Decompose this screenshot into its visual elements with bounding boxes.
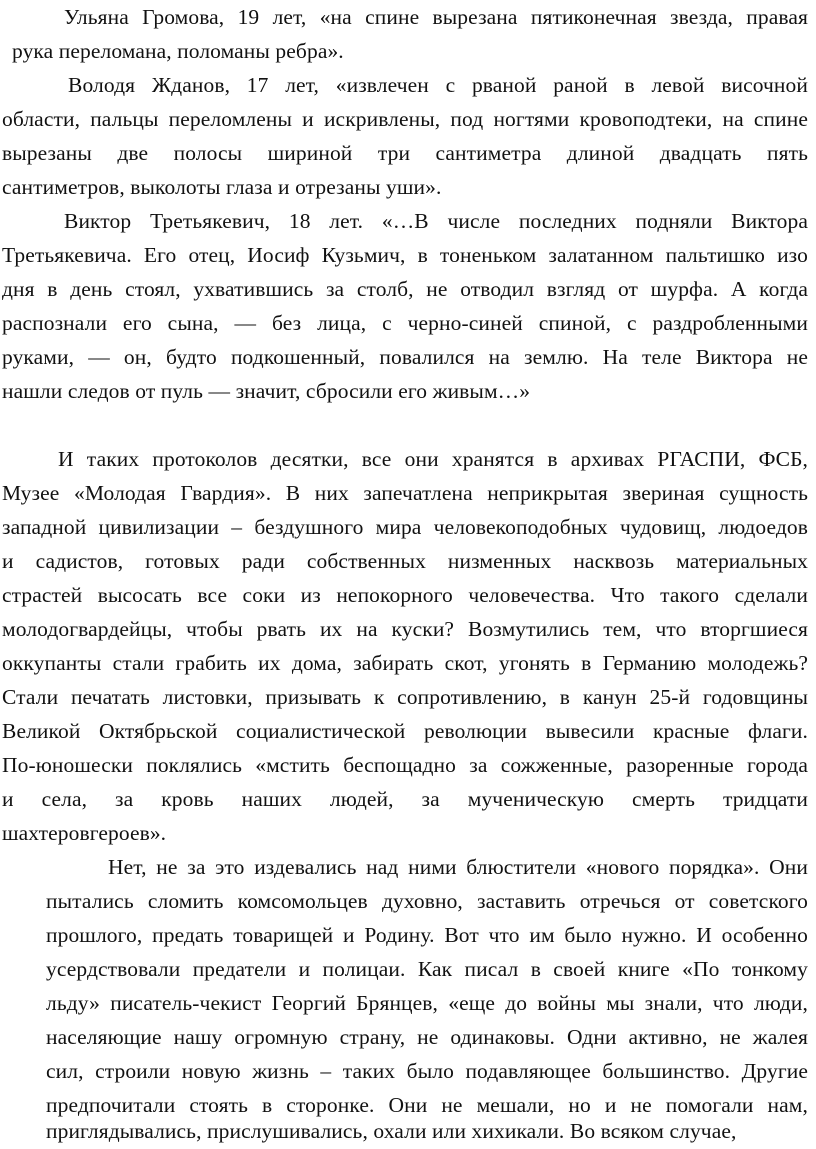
text-line: И таких протоколов десятки, все они хранятся в архивах РГАСПИ, ФСБ, [58,447,808,471]
text-line: сил, строили новую жизнь – таких было подавляющее большинство. Другие [46,1059,808,1083]
text-line: руками, — он, будто подкошенный, повалился на землю. На теле Виктора не [2,345,808,369]
text-line: распознали его сына, — без лица, с черно-синей спиной, с раздробленными [2,311,808,335]
text-line: прошлого, предать товарищей и Родину. Вот что им было нужно. И особенно [46,923,808,947]
text-line: Нет, не за это издевались над ними блюстители «нового порядка». Они [108,855,808,879]
text-line: Виктор Третьякевич, 18 лет. «…В числе последних подняли Виктора [64,209,808,233]
text-line: Музее «Молодая Гвардия». В них запечатлена неприкрытая звериная сущность [2,481,808,505]
text-line: западной цивилизации – бездушного мира человекоподобных чудовищ, людоедов [2,515,808,539]
text-line: дня в день стоял, ухватившись за столб, не отводил взгляд от шурфа. А когда [2,277,808,301]
text-line: области, пальцы переломлены и искривлены, под ногтями кровоподтеки, на спине [2,107,808,131]
text-line: предпочитали стоять в сторонке. Они не мешали, но и не помогали нам, [46,1093,808,1117]
text-line: и садистов, готовых ради собственных низменных насквозь материальных [2,549,808,573]
text-line: оккупанты стали грабить их дома, забирать скот, угонять в Германию молодежь? [2,651,808,675]
text-line: молодогвардейцы, чтобы рвать их на куски? Возмутились тем, что вторгшиеся [2,617,808,641]
text-line: Третьякевича. Его отец, Иосиф Кузьмич, в тоненьком залатанном пальтишко изо [2,243,808,267]
text-line: По-юношески поклялись «мстить беспощадно за сожженные, разоренные города [2,753,808,777]
text-line: усердствовали предатели и полицаи. Как писал в своей книге «По тонкому [46,957,808,981]
text-line: приглядывались, прислушивались, охали или хихикали. Во всяком случае, [46,1119,737,1143]
text-line: шахтеровгероев». [2,821,167,845]
text-line: пытались сломить комсомольцев духовно, заставить отречься от советского [46,889,808,913]
text-line: рука переломана, поломаны ребра». [12,39,344,63]
text-line: страстей высосать все соки из непокорного человечества. Что такого сделали [2,583,808,607]
text-line: сантиметров, выколоты глаза и отрезаны уши». [2,175,442,199]
text-line: льду» писатель-чекист Георгий Брянцев, «еще до войны мы знали, что люди, [46,991,808,1015]
text-line: Ульяна Громова, 19 лет, «на спине вырезана пятиконечная звезда, правая [64,5,808,29]
text-line: нашли следов от пуль — значит, сбросили его живым…» [2,379,531,403]
text-line: Стали печатать листовки, призывать к сопротивлению, в канун 25-й годовщины [2,685,808,709]
text-line: Великой Октябрьской социалистической революции вывесили красные флаги. [2,719,808,743]
text-line: Володя Жданов, 17 лет, «извлечен с рваной раной в левой височной [68,73,808,97]
text-line: населяющие нашу огромную страну, не одинаковы. Одни активно, не жалея [46,1025,808,1049]
text-line: вырезаны две полосы шириной три сантиметра длиной двадцать пять [2,141,808,165]
text-line: и села, за кровь наших людей, за мученическую смерть тридцати [2,787,808,811]
